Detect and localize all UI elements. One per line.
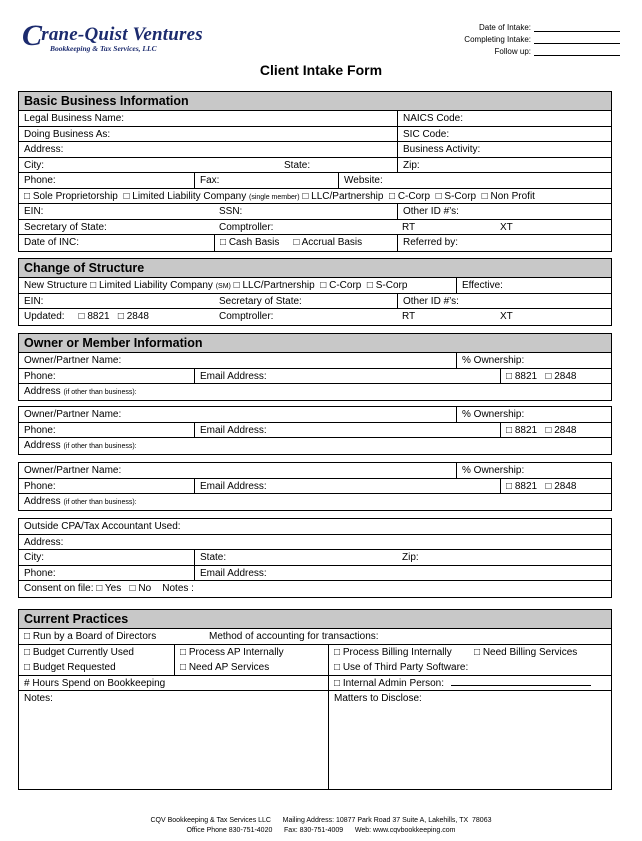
owner-member-heading: Owner or Member Information (19, 334, 611, 353)
form-title: Client Intake Form (259, 62, 383, 78)
non-profit-checkbox[interactable]: □ Non Profit (481, 190, 535, 202)
follow-up-field[interactable] (534, 47, 620, 56)
owner-address-label: Address (24, 496, 61, 507)
xt-field[interactable]: XT (500, 221, 513, 233)
structure-rt-field[interactable]: RT (402, 311, 416, 322)
table-row (19, 550, 611, 566)
phone-field[interactable]: Phone: (24, 175, 56, 186)
zip-field[interactable]: Zip: (397, 158, 611, 173)
table-row (19, 173, 611, 189)
change-of-structure-section (18, 258, 612, 326)
table-row (19, 535, 611, 551)
legal-name-field[interactable]: Legal Business Name: (24, 113, 125, 124)
table-row (19, 407, 611, 423)
ownership-percent-field[interactable]: % Ownership: (456, 407, 611, 422)
structure-comptroller-field[interactable]: Comptroller: (219, 311, 274, 322)
structure-secretary-of-state-field[interactable]: Secretary of State: (219, 295, 302, 307)
table-row (19, 479, 611, 495)
table-row (19, 369, 611, 385)
other-id-field[interactable]: Other ID #’s: (397, 204, 611, 219)
structure-xt-field[interactable]: XT (500, 311, 513, 322)
change-of-structure-heading: Change of Structure (19, 259, 611, 278)
table-row (19, 581, 611, 597)
ssn-field[interactable]: SSN: (219, 206, 243, 217)
logo-initial: C (22, 19, 43, 52)
s-corp-checkbox[interactable]: □ S-Corp (435, 190, 477, 202)
table-row (19, 309, 611, 325)
single-member-note: (single member) (248, 193, 300, 201)
table-row (19, 463, 611, 479)
table-row (19, 384, 611, 400)
owner-2848-checkbox[interactable]: □ 2848 (545, 424, 577, 436)
rt-field[interactable]: RT (402, 221, 416, 233)
cpa-email-field[interactable]: Email Address: (194, 566, 611, 581)
cpa-address-field[interactable]: Address: (24, 536, 64, 548)
owner-phone-field[interactable]: Phone: (24, 424, 56, 436)
owner-8821-checkbox[interactable]: □ 8821 (506, 424, 538, 436)
new-structure-llc-checkbox[interactable]: New Structure □ Limited Liability Company (24, 280, 213, 291)
owner-address-label: Address (24, 440, 61, 451)
fax-field[interactable]: Fax: (194, 173, 338, 188)
table-row (19, 353, 611, 369)
sole-proprietorship-checkbox[interactable]: □ Sole Proprietorship (24, 190, 118, 202)
updated-8821-checkbox[interactable]: □ 8821 (78, 311, 110, 322)
address-field[interactable]: Address: (24, 144, 64, 155)
internal-admin-line[interactable] (451, 676, 591, 686)
business-activity-field[interactable]: Business Activity: (397, 142, 611, 157)
table-row (19, 423, 611, 439)
structure-s-corp-checkbox[interactable]: □ S-Corp (366, 280, 408, 291)
footer-contact: Office Phone 830-751-4020 Fax: 830-751-4009 Web: www.cqvbookkeeping.com (186, 827, 456, 834)
c-corp-checkbox[interactable]: □ C-Corp (389, 190, 431, 202)
consent-on-file-field[interactable]: Consent on file: □ Yes □ No Notes : (24, 583, 194, 594)
cpa-phone-field[interactable]: Phone: (24, 567, 56, 579)
notes-row (19, 691, 611, 789)
ap-internal-checkbox[interactable]: □ Process AP Internally (174, 645, 328, 661)
owner-block-3 (18, 462, 612, 511)
accrual-basis-checkbox[interactable]: □ Accrual Basis (293, 237, 363, 248)
sic-field[interactable]: SIC Code: (397, 127, 611, 142)
owner-8821-checkbox[interactable]: □ 8821 (506, 480, 538, 492)
outside-cpa-field[interactable]: Outside CPA/Tax Accountant Used: (24, 521, 181, 532)
owner-address-label: Address (24, 386, 61, 397)
table-row (19, 278, 611, 294)
third-party-software-checkbox[interactable]: □ Use of Third Party Software: (328, 660, 611, 675)
bookkeeping-hours-field[interactable]: # Hours Spend on Bookkeeping (24, 677, 166, 689)
dba-field[interactable]: Doing Business As: (24, 128, 111, 140)
ein-field[interactable]: EIN: (24, 206, 44, 217)
date-of-intake-field[interactable] (534, 23, 620, 32)
owner-2848-checkbox[interactable]: □ 2848 (545, 480, 577, 492)
sm-note: (SM) (215, 283, 231, 290)
owner-name-field[interactable]: Owner/Partner Name: (24, 409, 122, 420)
owner-phone-field[interactable]: Phone: (24, 370, 56, 382)
owner-email-field[interactable]: Email Address: (194, 369, 500, 384)
completing-intake-field[interactable] (534, 35, 620, 44)
basic-business-section (18, 91, 612, 252)
date-of-inc-field[interactable]: Date of INC: (24, 237, 80, 248)
owner-phone-field[interactable]: Phone: (24, 480, 56, 492)
table-row (19, 676, 611, 692)
state-field[interactable]: State: (284, 159, 311, 171)
logo-tagline: Bookkeeping & Tax Services, LLC (50, 44, 157, 53)
cpa-state-field[interactable]: State: (194, 550, 397, 565)
comptroller-field[interactable]: Comptroller: (219, 221, 274, 233)
date-of-intake-label: Date of Intake: (478, 23, 531, 32)
follow-up-label: Follow up: (494, 47, 531, 56)
effective-field[interactable]: Effective: (456, 278, 611, 293)
cpa-city-field[interactable]: City: (24, 552, 44, 563)
llc-partnership-checkbox[interactable]: □ LLC/Partnership (302, 190, 384, 202)
budget-requested-checkbox[interactable]: □ Budget Requested (24, 662, 116, 673)
table-row (19, 235, 611, 251)
cash-basis-checkbox[interactable]: □ Cash Basis (220, 237, 280, 248)
structure-ein-field[interactable]: EIN: (24, 295, 44, 307)
referred-by-field[interactable]: Referred by: (397, 235, 611, 251)
owner-address-field[interactable] (19, 384, 611, 400)
owner-address-field[interactable] (19, 438, 611, 454)
table-row (19, 629, 611, 645)
llc-checkbox[interactable]: □ Limited Liability Company (123, 190, 247, 202)
owner-8821-checkbox[interactable]: □ 8821 (506, 370, 538, 382)
owner-member-section (18, 333, 612, 401)
owner-block-2 (18, 406, 612, 455)
table-row (19, 438, 611, 454)
billing-internal-checkbox[interactable]: □ Process Billing Internally (328, 645, 474, 661)
table-row (19, 645, 611, 661)
table-row (19, 566, 611, 582)
current-practices-heading: Current Practices (19, 610, 611, 629)
updated-label: Updated: (24, 311, 65, 322)
need-billing-checkbox[interactable]: □ Need Billing Services (474, 646, 578, 658)
need-ap-checkbox[interactable]: □ Need AP Services (174, 660, 328, 675)
table-row (19, 220, 611, 236)
table-row (19, 204, 611, 220)
owner-email-field[interactable]: Email Address: (194, 479, 500, 494)
table-row (19, 111, 611, 127)
owner-email-field[interactable]: Email Address: (194, 423, 500, 438)
updated-2848-checkbox[interactable]: □ 2848 (117, 311, 149, 322)
owner-name-field[interactable]: Owner/Partner Name: (24, 355, 122, 366)
address-note: (if other than business): (63, 499, 137, 506)
budget-used-checkbox[interactable]: □ Budget Currently Used (24, 646, 134, 658)
internal-admin-checkbox[interactable]: □ Internal Admin Person: (334, 677, 444, 689)
owner-address-field[interactable] (19, 494, 611, 510)
footer-address: CQV Bookkeeping & Tax Services LLC Mailing Address: 10877 Park Road 37 Suite A, Lakehills, TX 78063 (150, 817, 492, 824)
city-field[interactable]: City: (24, 159, 44, 171)
cpa-zip-field[interactable]: Zip: (402, 552, 419, 563)
table-row (19, 142, 611, 158)
ownership-percent-field[interactable]: % Ownership: (456, 463, 611, 478)
secretary-of-state-field[interactable]: Secretary of State: (24, 221, 107, 233)
table-row (19, 294, 611, 310)
structure-c-corp-checkbox[interactable]: □ C-Corp (320, 280, 362, 291)
matters-to-disclose-field[interactable]: Matters to Disclose: (328, 691, 611, 789)
outside-cpa-section (18, 518, 612, 598)
table-row (19, 660, 611, 676)
naics-field[interactable]: NAICS Code: (397, 111, 611, 126)
accounting-method-field[interactable]: Method of accounting for transactions: (209, 631, 379, 642)
table-row (19, 189, 611, 205)
ownership-percent-field[interactable]: % Ownership: (456, 353, 611, 368)
owner-name-field[interactable]: Owner/Partner Name: (24, 465, 122, 476)
address-note: (if other than business): (63, 443, 137, 450)
table-row (19, 519, 611, 535)
owner-2848-checkbox[interactable]: □ 2848 (545, 370, 577, 382)
table-row (19, 158, 611, 174)
current-practices-section (18, 609, 612, 790)
board-of-directors-checkbox[interactable]: □ Run by a Board of Directors (24, 631, 157, 642)
structure-llc-partnership-checkbox[interactable]: □ LLC/Partnership (233, 280, 315, 291)
website-field[interactable]: Website: (338, 173, 611, 188)
table-row (19, 127, 611, 143)
table-row (19, 494, 611, 510)
intake-info (420, 20, 620, 56)
basic-business-heading: Basic Business Information (19, 92, 611, 111)
completing-intake-label: Completing Intake: (464, 35, 531, 44)
notes-field[interactable]: Notes: (24, 693, 53, 704)
structure-other-id-field[interactable]: Other ID #’s: (397, 294, 611, 309)
address-note: (if other than business): (63, 389, 137, 396)
logo-name: rane-Quist Ventures (41, 24, 203, 45)
